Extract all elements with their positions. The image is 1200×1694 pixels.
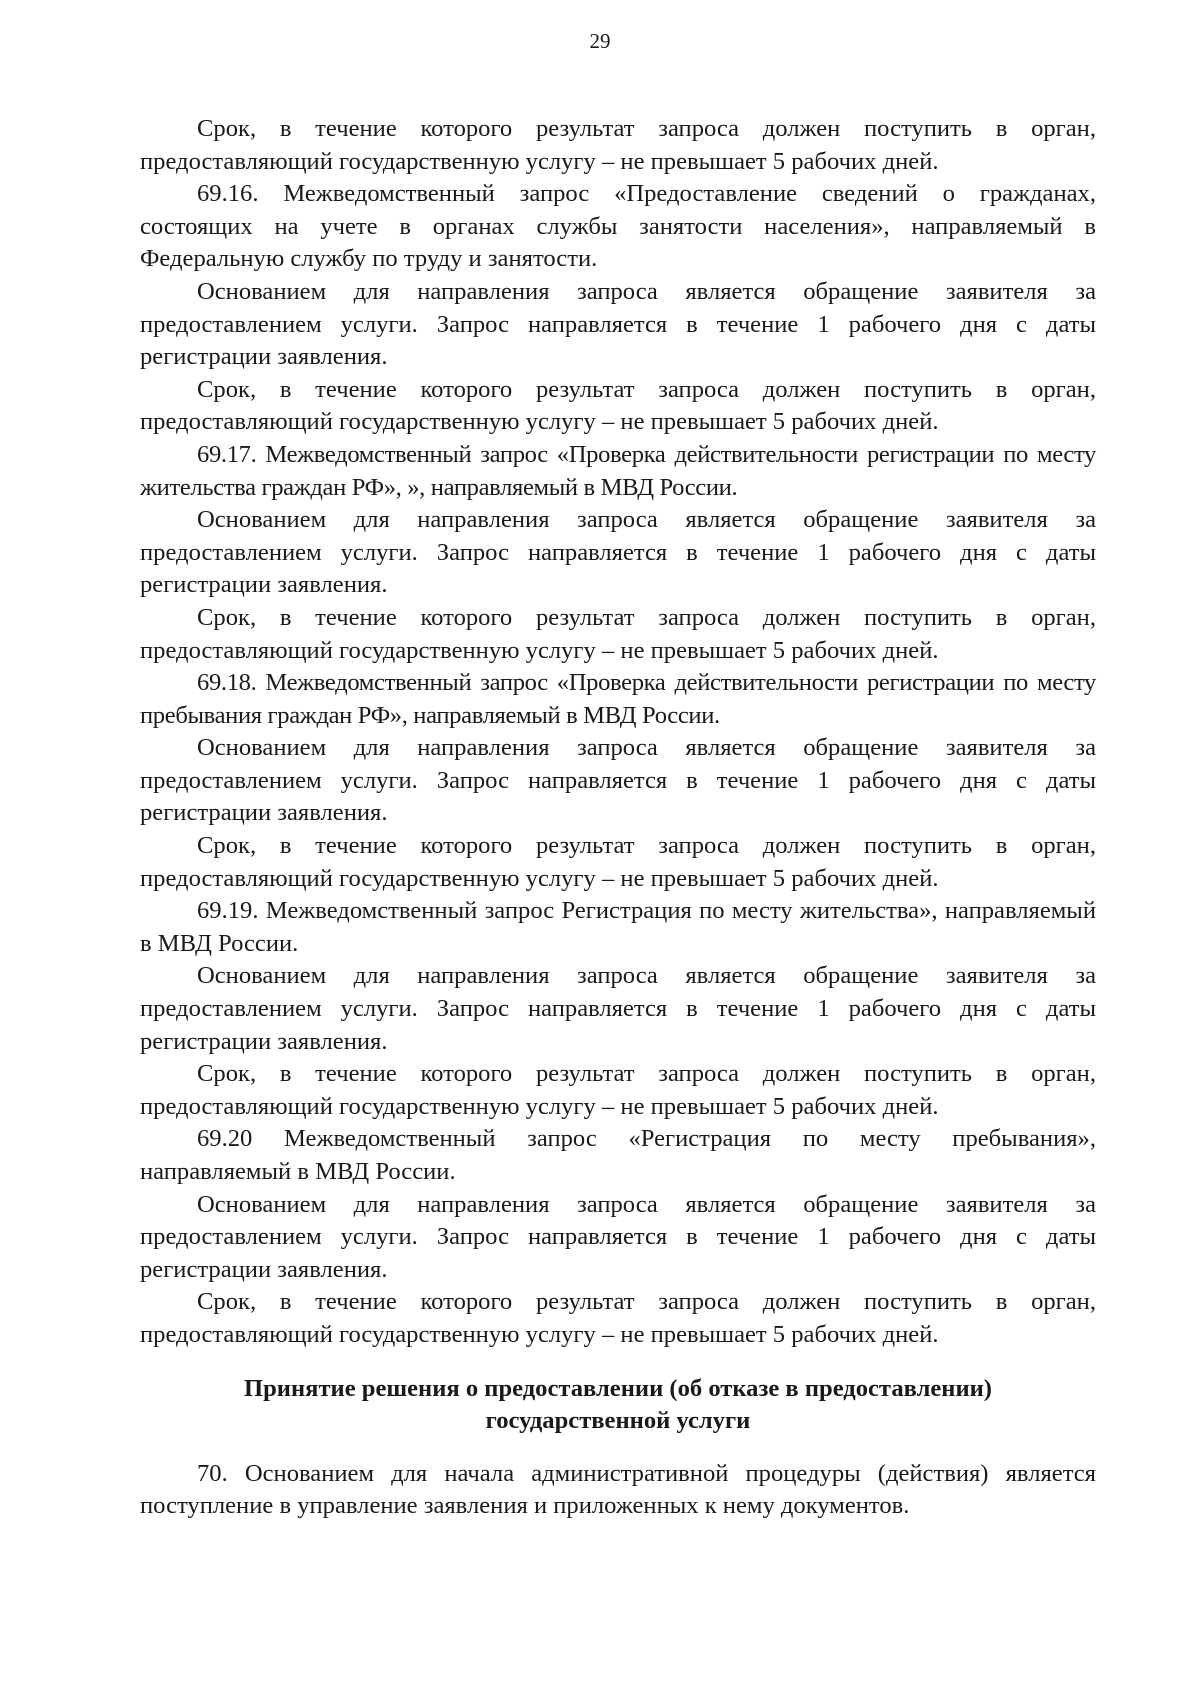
paragraph-basis: Основанием для направления запроса является обращение заявителя за предоставлением услуги. Запрос направляется в течение 1 рабочего дня с даты регистрации заявления. bbox=[140, 962, 1096, 1055]
section-heading-line-1: Принятие решения о предоставлении (об отказе в предоставлении) bbox=[244, 1374, 992, 1402]
paragraph-deadline: Срок, в течение которого результат запроса должен поступить в орган, предоставляющий государственную услугу – не превышает 5 рабочих дней. bbox=[140, 1060, 1096, 1120]
paragraph-deadline: Срок, в течение которого результат запроса должен поступить в орган, предоставляющий государственную услугу – не превышает 5 рабочих дней. bbox=[140, 115, 1096, 175]
paragraph-basis: Основанием для направления запроса является обращение заявителя за предоставлением услуги. Запрос направляется в течение 1 рабочего дня с даты регистрации заявления. bbox=[140, 277, 1096, 371]
paragraph-request-69-19: 69.19. Межведомственный запрос Регистрация по месту жительства», направляемый в МВД России. bbox=[140, 897, 1096, 957]
paragraph-item-70: 70. Основанием для начала административной процедуры (действия) является поступление в управление заявления и приложенных к нему документов. bbox=[140, 1459, 1096, 1520]
paragraph-deadline: Срок, в течение которого результат запроса должен поступить в орган, предоставляющий государственную услугу – не превышает 5 рабочих дней. bbox=[140, 603, 1096, 664]
paragraph-basis: Основанием для направления запроса является обращение заявителя за предоставлением услуги. Запрос направляется в течение 1 рабочего дня с даты регистрации заявления. bbox=[140, 1190, 1096, 1283]
paragraph-deadline: Срок, в течение которого результат запроса должен поступить в орган, предоставляющий государственную услугу – не превышает 5 рабочих дней. bbox=[140, 832, 1096, 892]
paragraph-request-69-16: 69.16. Межведомственный запрос «Предоставление сведений о гражданах, состоящих на учете в органах службы занятости населения», направляемый в Федеральную службу по труду и занятости. bbox=[140, 180, 1096, 273]
paragraph-deadline: Срок, в течение которого результат запроса должен поступить в орган, предоставляющий государственную услугу – не превышает 5 рабочих дней. bbox=[140, 1288, 1096, 1348]
paragraph-request-69-20: 69.20 Межведомственный запрос «Регистрация по месту пребывания», направляемый в МВД России. bbox=[140, 1125, 1096, 1185]
document-body bbox=[140, 113, 1096, 1523]
paragraph-request-69-18: 69.18. Межведомственный запрос «Проверка действительности регистрации по месту пребывания граждан РФ», направляемый в МВД России. bbox=[140, 669, 1096, 729]
paragraph-deadline: Срок, в течение которого результат запроса должен поступить в орган, предоставляющий государственную услугу – не превышает 5 рабочих дней. bbox=[140, 375, 1096, 436]
paragraph-basis: Основанием для направления запроса является обращение заявителя за предоставлением услуги. Запрос направляется в течение 1 рабочего дня с даты регистрации заявления. bbox=[140, 506, 1096, 599]
paragraph-request-69-17: 69.17. Межведомственный запрос «Проверка действительности регистрации по месту жительства граждан РФ», », направляемый в МВД России. bbox=[140, 440, 1096, 501]
section-heading-line-2: государственной услуги bbox=[485, 1406, 751, 1434]
page-number: 29 bbox=[589, 29, 611, 53]
section-heading bbox=[140, 1373, 1096, 1437]
paragraph-basis: Основанием для направления запроса является обращение заявителя за предоставлением услуги. Запрос направляется в течение 1 рабочего дня с даты регистрации заявления. bbox=[140, 734, 1096, 827]
